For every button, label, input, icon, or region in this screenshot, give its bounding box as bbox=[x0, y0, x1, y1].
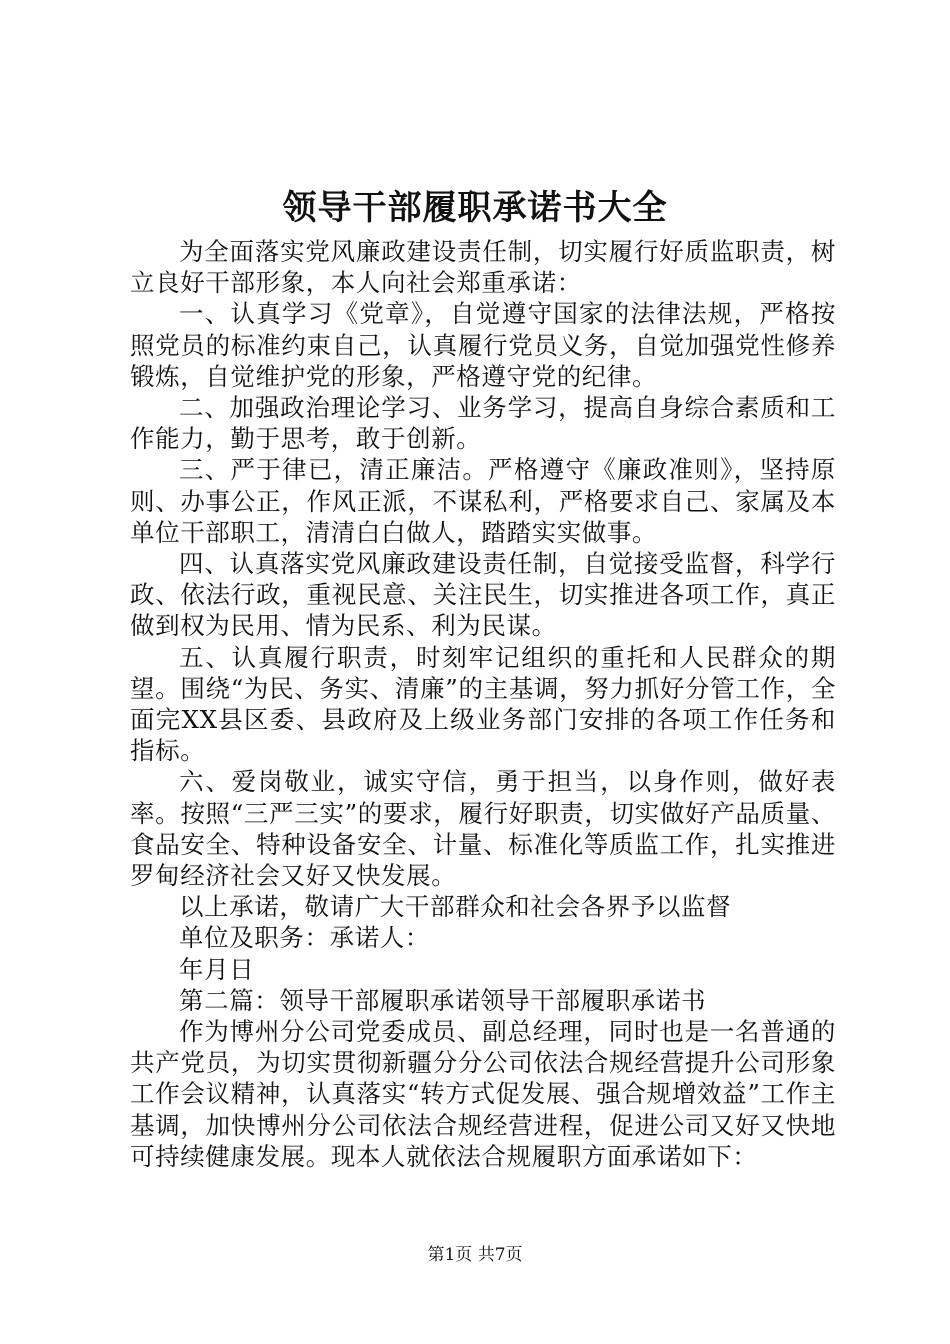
section-heading-2: 第二篇：领导干部履职承诺领导干部履职承诺书 bbox=[179, 985, 707, 1015]
paragraph-section-2-intro: 作为博州分公司党委成员、副总经理，同时也是一名普通的共产党员，为切实贯彻新疆分分公司依法合规经营提升公司形象工作会议精神，认真落实“转方式促发展、强合规增效益”工作主基调，加快博州分公司依法合规经营进程，促进公司又好又快地可持续健康发展。现本人就依法合规履职方面承诺如下： bbox=[130, 1017, 836, 1171]
signature-line: 单位及职务：承诺人： bbox=[179, 923, 430, 953]
paragraph-item-6: 六、爱岗敬业，诚实守信，勇于担当，以身作则，做好表率。按照“三严三实”的要求，履行好职责，切实做好产品质量、食品安全、特种设备安全、计量、标准化等质监工作，扎实推进罗甸经济社会又好又快发展。 bbox=[130, 767, 836, 891]
paragraph-item-2: 二、加强政治理论学习、业务学习，提高自身综合素质和工作能力，勤于思考，敢于创新。 bbox=[130, 393, 836, 454]
document-body bbox=[130, 236, 836, 1172]
document-title: 领导干部履职承诺书大全 bbox=[282, 188, 668, 228]
paragraph-item-3: 三、严于律已，清正廉洁。严格遵守《廉政准则》，坚持原则、办事公正，作风正派，不谋私利，严格要求自己、家属及本单位干部职工，清清白白做人，踏踏实实做事。 bbox=[130, 455, 836, 547]
page-number: 第1页 共7页 bbox=[427, 1245, 523, 1265]
date-line: 年月日 bbox=[179, 954, 255, 984]
paragraph-closing: 以上承诺，敬请广大干部群众和社会各界予以监督 bbox=[179, 892, 732, 922]
paragraph-intro: 为全面落实党风廉政建设责任制，切实履行好质监职责，树立良好干部形象，本人向社会郑重承诺： bbox=[130, 237, 836, 298]
paragraph-item-5: 五、认真履行职责，时刻牢记组织的重托和人民群众的期望。围绕“为民、务实、清廉”的主基调，努力抓好分管工作，全面完XX县区委、县政府及上级业务部门安排的各项工作任务和指标。 bbox=[130, 642, 836, 766]
paragraph-item-4: 四、认真落实党风廉政建设责任制，自觉接受监督，科学行政、依法行政，重视民意、关注民生，切实推进各项工作，真正做到权为民用、情为民系、利为民谋。 bbox=[130, 549, 836, 641]
paragraph-item-1: 一、认真学习《党章》，自觉遵守国家的法律法规，严格按照党员的标准约束自己，认真履行党员义务，自觉加强党性修养锻炼，自觉维护党的形象，严格遵守党的纪律。 bbox=[130, 299, 836, 391]
